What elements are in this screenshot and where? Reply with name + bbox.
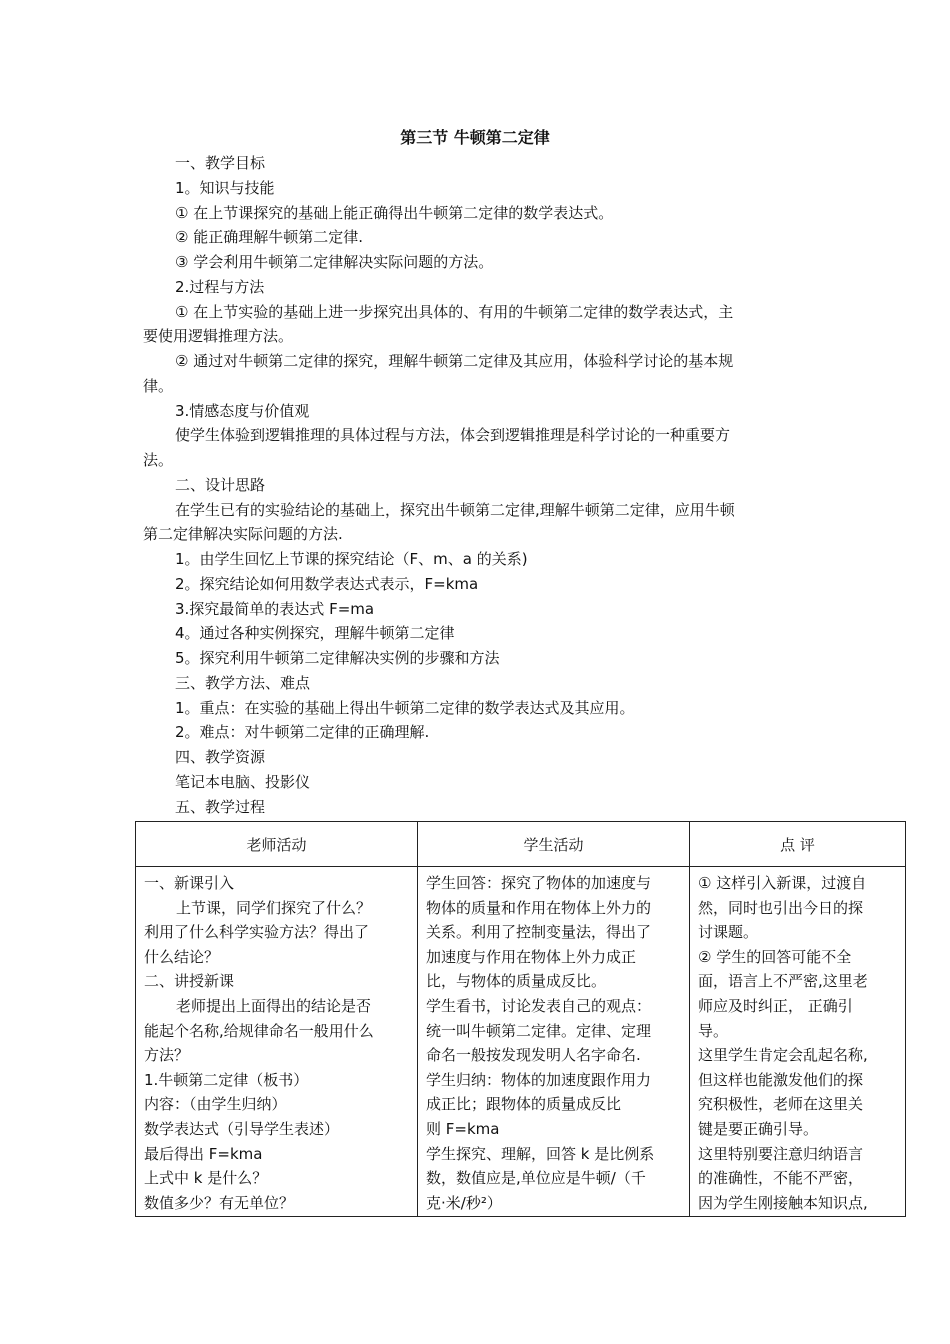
teacher-activity-line: 一、新课引入 [144, 874, 235, 892]
body-line: 2。难点：对牛顿第二定律的正确理解. [175, 723, 430, 742]
comment-line: 面，语言上不严密,这里老 [698, 972, 868, 991]
student-activity-cell [418, 867, 690, 1217]
student-activity-line: 学生归纳：物体的加速度跟作用力 [426, 1070, 652, 1089]
body-line: 四、教学资源 [175, 748, 266, 766]
header-teacher-activity: 老师活动 [136, 822, 418, 867]
teacher-activity-line: 什么结论？ [144, 947, 220, 966]
comment-line: 然，同时也引出今日的探 [698, 898, 864, 917]
document-title: 第三节 牛顿第二定律 [400, 128, 550, 147]
body-line: ② 能正确理解牛顿第二定律. [175, 228, 363, 247]
table-header-row [136, 822, 906, 867]
teacher-activity-line: 数学表达式（引导学生表述） [144, 1119, 340, 1138]
teacher-activity-line: 数值多少？有无单位？ [144, 1193, 295, 1212]
comment-line: 导。 [698, 1021, 729, 1040]
comment-line: 但这样也能激发他们的探 [698, 1070, 864, 1089]
teacher-activity-line: 老师提出上面得出的结论是否 [176, 996, 372, 1015]
body-line: 1。由学生回忆上节课的探究结论（F、m、a 的关系) [175, 550, 528, 568]
body-line: 2.过程与方法 [175, 277, 265, 296]
body-line: 4。通过各种实例探究，理解牛顿第二定律 [175, 624, 455, 643]
body-line: 五、教学过程 [175, 797, 266, 816]
student-activity-line: 学生看书，讨论发表自己的观点： [426, 996, 652, 1015]
teacher-activity-line: 最后得出 F=kma [144, 1144, 263, 1163]
body-line: 3.情感态度与价值观 [175, 401, 310, 420]
comment-line: 这里学生肯定会乱起名称, [698, 1046, 868, 1065]
comment-line: 因为学生刚接触本知识点, [698, 1193, 868, 1212]
student-activity-line: 成正比；跟物体的质量成反比 [426, 1095, 622, 1114]
body-line: 法。 [143, 451, 174, 469]
header-comment: 点 评 [690, 822, 906, 867]
body-line: ② 通过对牛顿第二定律的探究，理解牛顿第二定律及其应用，体验科学讨论的基本规 [175, 352, 734, 370]
student-activity-line: 统一叫牛顿第二定律。定律、定理 [426, 1021, 652, 1040]
body-line: 一、教学目标 [175, 154, 266, 172]
student-activity-line: 则 F=kma [426, 1119, 500, 1138]
body-line: 2。探究结论如何用数学表达式表示，F=kma [175, 574, 479, 593]
comment-line: ② 学生的回答可能不全 [698, 947, 852, 966]
student-activity-line: 学生探究、理解，回答 k 是比例系 [426, 1144, 655, 1163]
teaching-process-table [135, 821, 906, 1217]
student-activity-line: 克·米/秒²） [426, 1193, 502, 1212]
comment-line: 师应及时纠正， 正确引 [698, 996, 853, 1015]
body-line: 1。重点：在实验的基础上得出牛顿第二定律的数学表达式及其应用。 [175, 698, 635, 717]
teacher-activity-line: 方法？ [144, 1046, 190, 1065]
student-activity-line: 学生回答：探究了物体的加速度与 [426, 874, 652, 892]
body-line: 律。 [143, 376, 174, 395]
student-activity-line: 加速度与作用在物体上外力成正 [426, 947, 637, 966]
body-line: 3.探究最简单的表达式 F=ma [175, 599, 375, 618]
body-line: 三、教学方法、难点 [175, 673, 311, 692]
teacher-activity-line: 1.牛顿第二定律（板书） [144, 1070, 309, 1089]
teacher-activity-line: 上节课，同学们探究了什么？ [176, 898, 372, 917]
teacher-activity-line: 利用了什么科学实验方法？得出了 [144, 923, 370, 942]
comment-line: 键是要正确引导。 [698, 1119, 819, 1138]
teacher-activity-cell [136, 867, 418, 1217]
teacher-activity-line: 能起个名称,给规律命名一般用什么 [144, 1021, 374, 1040]
body-line: ① 在上节课探究的基础上能正确得出牛顿第二定律的数学表达式。 [175, 203, 614, 222]
header-student-activity: 学生活动 [418, 822, 690, 867]
body-line: ③ 学会利用牛顿第二定律解决实际问题的方法。 [175, 253, 494, 271]
comment-line: 究积极性，老师在这里关 [698, 1095, 864, 1114]
student-activity-line: 关系。利用了控制变量法，得出了 [426, 923, 652, 942]
comment-cell [690, 867, 906, 1217]
teacher-activity-line: 内容：（由学生归纳） [144, 1095, 287, 1114]
comment-line: 讨课题。 [698, 923, 759, 942]
body-line: 笔记本电脑、投影仪 [175, 772, 311, 791]
student-activity-line: 物体的质量和作用在物体上外力的 [426, 898, 652, 917]
teacher-activity-line: 上式中 k 是什么？ [144, 1169, 268, 1188]
body-line: 1。知识与技能 [175, 178, 275, 197]
body-line: ① 在上节实验的基础上进一步探究出具体的、有用的牛顿第二定律的数学表达式，主 [175, 302, 734, 321]
comment-line: ① 这样引入新课，过渡自 [698, 874, 867, 892]
body-line: 第二定律解决实际问题的方法. [143, 525, 343, 544]
body-line: 5。探究利用牛顿第二定律解决实例的步骤和方法 [175, 649, 500, 667]
table-row [136, 867, 906, 1217]
student-activity-line: 命名一般按发现发明人名字命名. [426, 1046, 641, 1065]
body-line: 要使用逻辑推理方法。 [143, 327, 294, 346]
teacher-activity-line: 二、讲授新课 [144, 972, 235, 991]
body-line: 在学生已有的实验结论的基础上，探究出牛顿第二定律,理解牛顿第二定律，应用牛顿 [175, 500, 735, 519]
body-line: 使学生体验到逻辑推理的具体过程与方法，体会到逻辑推理是科学讨论的一种重要方 [175, 426, 731, 445]
student-activity-line: 比，与物体的质量成反比。 [426, 972, 607, 991]
comment-line: 这里特别要注意归纳语言 [698, 1144, 864, 1163]
comment-line: 的准确性，不能不严密， [698, 1169, 864, 1188]
student-activity-line: 数，数值应是,单位应是牛顿/（千 [426, 1169, 646, 1188]
body-line: 二、设计思路 [175, 475, 266, 494]
